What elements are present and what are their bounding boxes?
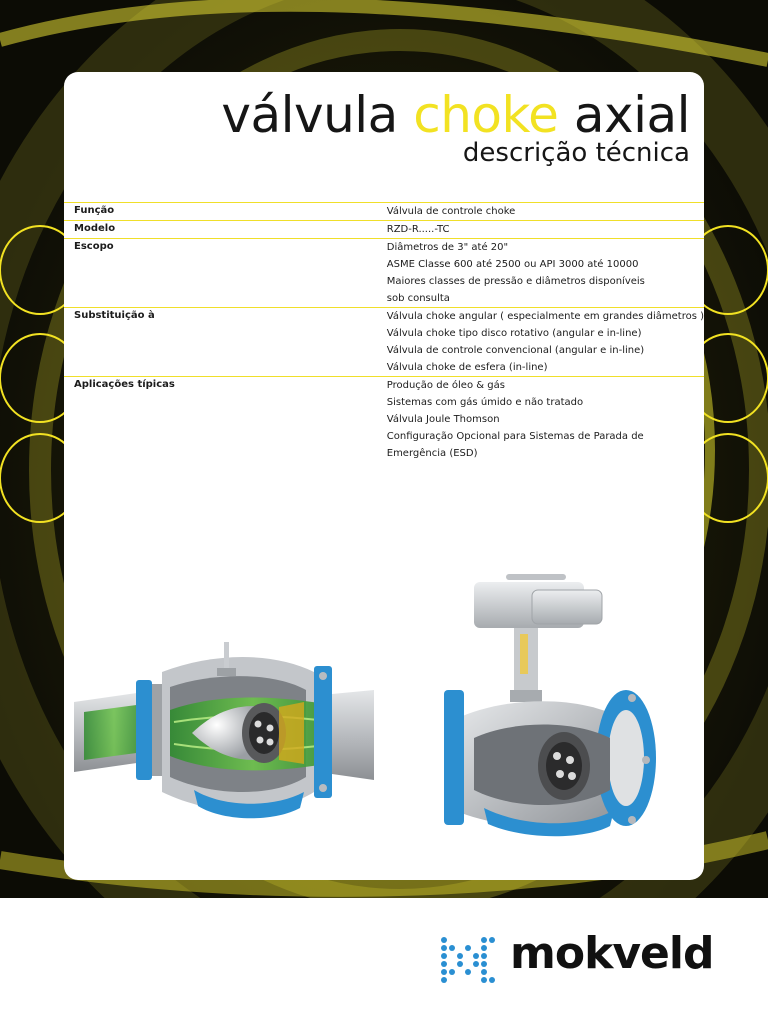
page-subtitle: descrição técnica	[462, 138, 690, 168]
spec-label: Função	[64, 203, 387, 221]
spec-value: Diâmetros de 3" até 20" ASME Classe 600 até 2500 ou API 3000 até 10000 Maiores classes de pressão e diâmetros disponíveis sob consulta	[387, 239, 704, 308]
title-part-1: válvula	[221, 86, 398, 144]
spec-label: Modelo	[64, 221, 387, 239]
spec-label: Aplicações típicas	[74, 379, 175, 390]
title-accent: choke	[413, 86, 559, 144]
title-part-2: axial	[573, 86, 690, 144]
spec-value: Válvula choke angular ( especialmente em grandes diâmetros ) Válvula choke tipo disco rotativo (angular e in-line) Válvula de controle convencional (angular e in-line) Válvula choke de esfera (in-line)	[387, 308, 704, 377]
spec-value: RZD-R.....-TC	[387, 221, 704, 239]
content-card	[64, 72, 704, 880]
spec-label: Escopo	[64, 239, 387, 308]
spec-row	[64, 239, 704, 308]
valve-cutaway-flow-illustration	[74, 632, 374, 852]
spec-value: Válvula de controle choke	[387, 203, 704, 221]
actuated-valve-illustration	[414, 570, 664, 850]
spec-row	[64, 308, 704, 377]
spec-table	[64, 202, 704, 462]
mokveld-logo-mark-icon	[440, 936, 496, 984]
spec-row	[64, 377, 704, 463]
spec-row	[64, 221, 704, 239]
spec-label: Substituição à	[64, 308, 387, 377]
page-title	[221, 86, 690, 144]
spec-value: Produção de óleo & gás Sistemas com gás úmido e não tratado Válvula Joule Thomson Configuração Opcional para Sistemas de Parada de Emergência (ESD)	[386, 380, 644, 459]
brand-name: mokveld	[510, 928, 714, 979]
spec-row	[64, 203, 704, 221]
